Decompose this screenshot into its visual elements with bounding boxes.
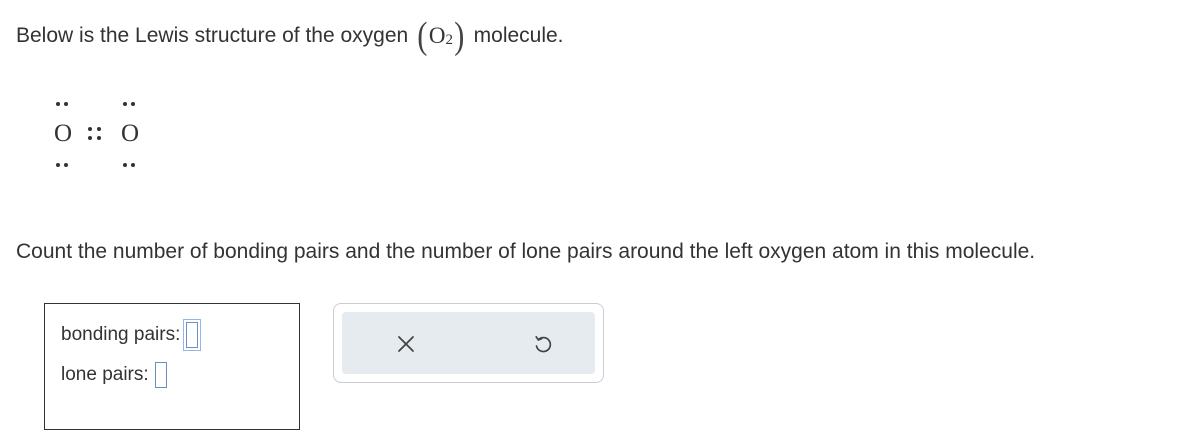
lone-pair-dot xyxy=(123,102,127,106)
lone-pair-dot xyxy=(131,102,135,106)
formula-subscript: 2 xyxy=(445,31,453,48)
intro-text xyxy=(16,16,564,56)
bonding-pairs-row xyxy=(61,322,198,348)
x-icon xyxy=(396,334,416,354)
lewis-structure xyxy=(48,88,158,178)
lone-pairs-row xyxy=(61,362,167,388)
intro-prefix: Below is the Lewis structure of the oxygen xyxy=(16,24,409,47)
undo-button[interactable] xyxy=(525,326,561,362)
answer-box xyxy=(44,303,300,430)
bond-dot xyxy=(97,136,101,140)
lone-pair-dot xyxy=(123,163,127,167)
right-oxygen-atom: O xyxy=(121,120,140,147)
question-text: Count the number of bonding pairs and the number of lone pairs around the left oxygen atom in this molecule. xyxy=(16,240,1036,263)
lone-pair-dot xyxy=(56,102,60,106)
bonding-pairs-input[interactable] xyxy=(186,322,198,348)
lone-pair-dot xyxy=(56,163,60,167)
formula-element: O xyxy=(428,23,446,48)
lone-pairs-label: lone pairs: xyxy=(61,364,149,385)
left-oxygen-atom: O xyxy=(54,120,73,147)
toolbar-panel xyxy=(342,312,595,374)
intro-suffix: molecule. xyxy=(473,24,564,47)
lone-pair-dot xyxy=(64,102,68,106)
answer-toolbar xyxy=(333,303,604,383)
lone-pair-dot xyxy=(131,163,135,167)
undo-icon xyxy=(532,333,554,355)
clear-button[interactable] xyxy=(388,326,424,362)
bonding-pairs-label: bonding pairs: xyxy=(61,324,181,345)
lone-pair-dot xyxy=(64,163,68,167)
o2-formula: ( O $_2$ ) xyxy=(417,15,465,57)
bond-dot xyxy=(88,127,92,131)
lone-pairs-input[interactable] xyxy=(155,362,167,388)
bond-dot xyxy=(97,127,101,131)
bond-dot xyxy=(88,136,92,140)
